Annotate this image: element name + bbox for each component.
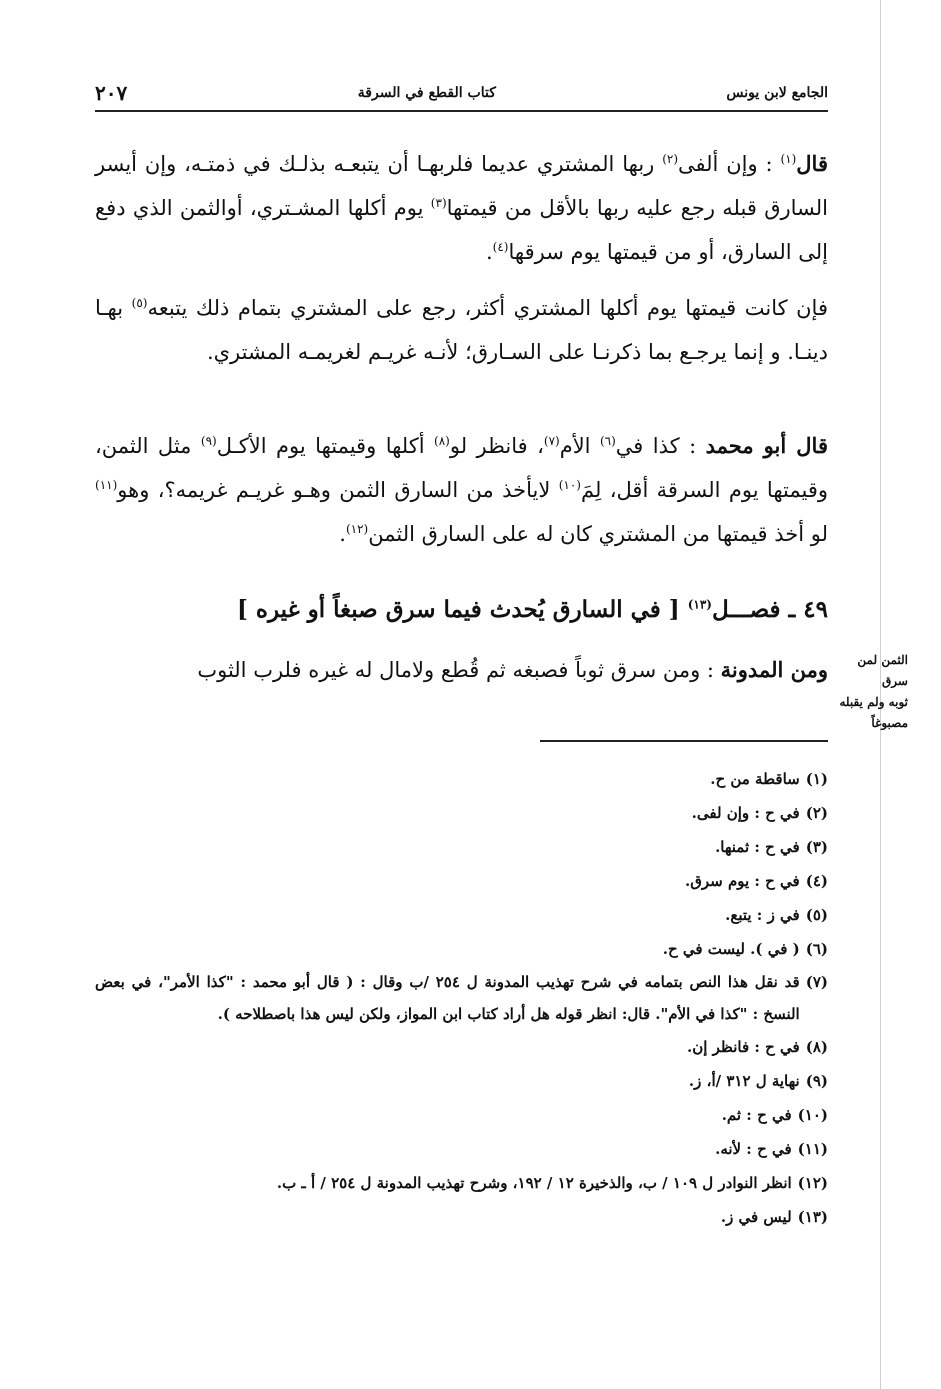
footnote-number: (٩) <box>805 1072 828 1090</box>
paragraph-text: لايأخذ من السارق الثمن وهـو غريـم غريمه؟، وهو <box>117 478 559 502</box>
paragraph-1 <box>95 142 828 274</box>
paragraph-text: : وإن ألفى <box>678 152 781 176</box>
paragraph-text: يوم أكلها المشـتري، أوالثمن الذي دفع إلى السارق، أو من قيمتها يوم سرقها <box>95 196 828 264</box>
footnote-text: ليس في ز. <box>720 1208 792 1226</box>
footnote-number: (٥) <box>805 906 828 924</box>
paragraph-3 <box>95 424 828 556</box>
paragraph-text: بهـا دينـا. و إنما يرجـع بما ذكرنـا على السـارق؛ لأنـه غريـم لغريمـه المشتري. <box>95 296 828 364</box>
chapter-title: كتاب القطع في السرقة <box>357 85 496 101</box>
footnote-item <box>95 932 828 966</box>
footnotes-list <box>95 762 828 1234</box>
paragraph-text: الأم <box>559 434 600 458</box>
footnote-item <box>95 1132 828 1166</box>
footnote-text: قد نقل هذا النص بتمامه في شرح تهذيب المدونة ل ٢٥٤ /ب وقال : ( قال أبو محمد : "كذا الأمر"، في بعض النسخ : "كذا في الأم". قال: انظر قوله هل أراد كتاب ابن المواز، ولكن ليس هذا باصطلاحه ). <box>95 973 800 1023</box>
footnote-ref: (٥) <box>131 296 148 310</box>
footnote-item <box>95 1030 828 1064</box>
footnote-ref: (٦) <box>599 434 616 448</box>
paragraph-text: ، فانظر لو <box>449 434 544 458</box>
footnote-number: (٢) <box>805 804 828 822</box>
footnote-number: (٤) <box>805 872 828 890</box>
page-number: ٢٠٧ <box>95 81 128 105</box>
footnote-text: في ح : يوم سرق. <box>685 872 800 890</box>
speaker-label: قال <box>796 151 828 176</box>
footnote-ref: (٨) <box>434 434 450 448</box>
footnote-number: (١١) <box>797 1140 828 1158</box>
footnote-ref: (١١) <box>95 478 118 492</box>
footnote-text: في ح : ثم. <box>721 1106 792 1124</box>
footnote-number: (٨) <box>805 1038 828 1056</box>
footnote-item <box>95 898 828 932</box>
paragraph-text: فإن كانت قيمتها يوم أكلها المشتري أكثر، رجع على المشتري بتمام ذلك يتبعه <box>147 296 828 320</box>
footnote-item <box>95 1098 828 1132</box>
paragraph-text: لو أخذ قيمتها من المشتري كان له على السارق الثمن <box>368 522 828 546</box>
footnote-number: (١٠) <box>797 1106 828 1124</box>
footnote-number: (١٢) <box>797 1174 828 1192</box>
section-number: ٤٩ ـ فصـــل <box>711 596 828 623</box>
running-header <box>95 78 828 108</box>
footnote-number: (١٣) <box>797 1208 828 1226</box>
margin-note-line: ثوبه ولم يقبله <box>839 695 908 709</box>
speaker-label: قال أبو محمد <box>705 433 828 458</box>
header-rule <box>95 110 828 112</box>
footnote-ref: (١٣) <box>687 597 712 612</box>
footnote-item <box>95 1064 828 1098</box>
footnote-ref: (١) <box>780 152 797 166</box>
margin-note-line: الثمن لمن سرق <box>857 653 908 688</box>
footnote-number: (١) <box>805 770 828 788</box>
paragraph-text: أكلها وقيمتها يوم الأكـل <box>216 434 435 458</box>
footnote-ref: (٧) <box>543 434 560 448</box>
footnote-item <box>95 762 828 796</box>
footnote-text: انظر النوادر ل ١٠٩ / ب، والذخيرة ١٢ / ١٩٢، وشرح تهذيب المدونة ل ٢٥٤ / أ ـ ب. <box>276 1174 792 1192</box>
footnote-text: ( في ). ليست في ح. <box>662 940 800 958</box>
footnote-item <box>95 796 828 830</box>
paragraph-text: ربها المشتري عديما فلربهـا أن يتبعـه بذلـك في ذمتـه، وإن أيسر السارق قبله رجع عليه ربها بالأقل من قيمتها <box>95 152 828 220</box>
margin-note-line: مصبوغاً <box>871 716 908 730</box>
section-subject: [ في السارق يُحدث فيما سرق صبغاً أو غيره ] <box>237 596 688 623</box>
section-heading <box>200 592 828 628</box>
paragraph-text: : ومن سرق ثوباً فصبغه ثم قُطع ولامال له غيره فلرب الثوب <box>197 658 721 682</box>
footnote-rule <box>540 740 828 742</box>
footnote-ref: (٩) <box>200 434 217 448</box>
paragraph-2 <box>95 286 828 374</box>
footnote-number: (٦) <box>805 940 828 958</box>
footnote-item <box>95 966 828 1030</box>
footnote-ref: (٤) <box>492 240 509 254</box>
footnote-text: في ح : وإن لفى. <box>691 804 800 822</box>
footnote-item <box>95 864 828 898</box>
footnote-text: في ز : يتبع. <box>725 906 800 924</box>
footnote-item <box>95 830 828 864</box>
footnote-ref: (٢) <box>662 152 679 166</box>
margin-note <box>828 650 908 734</box>
footnote-text: في ح : فانظر إن. <box>687 1038 800 1056</box>
paragraph-text: . <box>485 240 493 264</box>
paragraph-text: . <box>339 522 346 546</box>
footnote-text: ساقطة من ح. <box>710 770 800 788</box>
footnote-number: (٧) <box>805 973 828 991</box>
paragraph-4 <box>95 648 828 692</box>
paragraph-text: : كذا في <box>615 434 706 458</box>
footnote-number: (٣) <box>805 838 828 856</box>
footnote-ref: (٣) <box>430 196 447 210</box>
footnote-item <box>95 1166 828 1200</box>
footnote-ref: (١٢) <box>345 522 369 536</box>
book-title: الجامع لابن يونس <box>726 85 828 101</box>
footnote-text: نهاية ل ٣١٢ /أ، ز. <box>688 1072 800 1090</box>
footnote-text: في ح : ثمنها. <box>715 838 800 856</box>
footnote-item <box>95 1200 828 1234</box>
footnote-ref: (١٠) <box>558 478 581 492</box>
paragraph-text: مثل الثمن، وقيمتها يوم السرقة أقل، لِمَ <box>95 434 828 502</box>
footnote-text: في ح : لأنه. <box>715 1140 792 1158</box>
source-label: ومن المدونة <box>720 657 828 682</box>
